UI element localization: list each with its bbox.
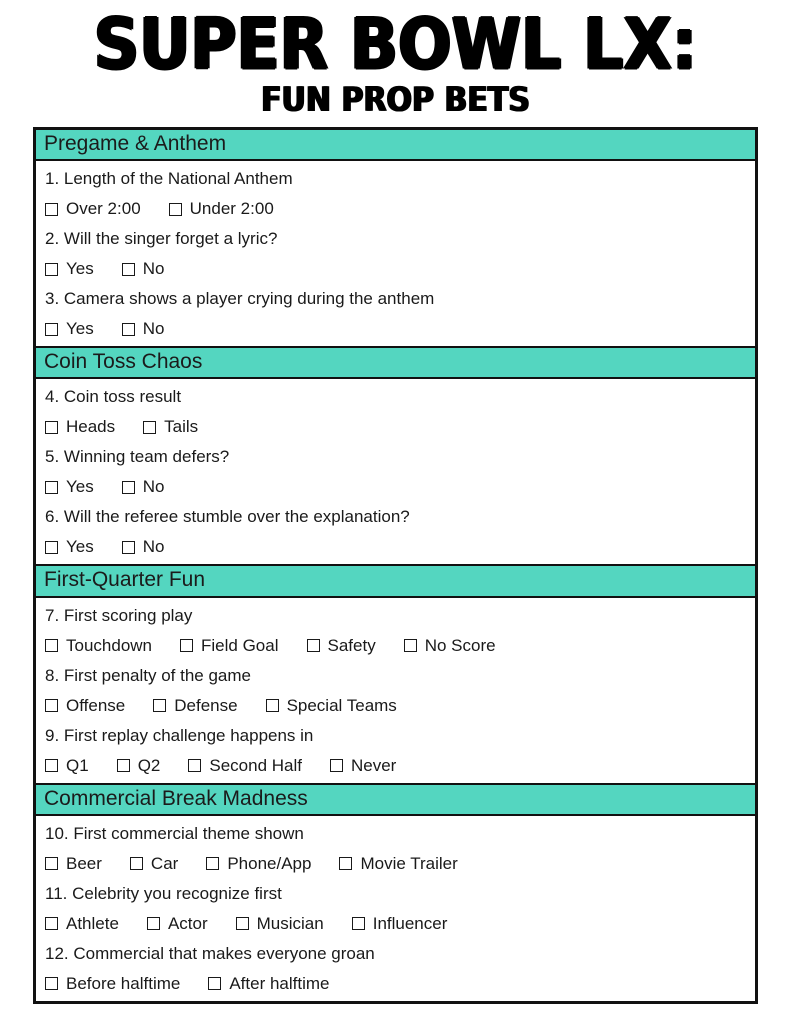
option-label: Influencer xyxy=(372,913,448,933)
option-label: Movie Trailer xyxy=(360,853,458,873)
empty-checkbox-icon[interactable] xyxy=(208,977,221,990)
question-prompt: 12. Commercial that makes everyone groan xyxy=(45,943,375,963)
page-title: SUPER BOWL LX: xyxy=(93,3,698,86)
question-prompt: 8. First penalty of the game xyxy=(45,665,251,685)
option[interactable] xyxy=(45,696,125,716)
option-label: After halftime xyxy=(229,973,330,993)
empty-checkbox-icon[interactable] xyxy=(330,759,343,772)
option-label: No xyxy=(142,537,165,557)
option[interactable] xyxy=(143,417,198,437)
section-body xyxy=(36,598,755,783)
empty-checkbox-icon[interactable] xyxy=(147,917,160,930)
option[interactable] xyxy=(188,756,302,776)
question-prompt: 7. First scoring play xyxy=(45,605,193,625)
option-label: Field Goal xyxy=(201,635,279,655)
options-row xyxy=(45,472,746,502)
option-label: Yes xyxy=(66,537,94,557)
empty-checkbox-icon[interactable] xyxy=(188,759,201,772)
option-label: Athlete xyxy=(66,913,119,933)
option-label: Q1 xyxy=(66,755,89,775)
option[interactable] xyxy=(45,854,102,874)
option[interactable] xyxy=(122,319,165,339)
option-label: Beer xyxy=(66,853,102,873)
option[interactable] xyxy=(45,537,94,557)
options-row xyxy=(45,254,746,284)
empty-checkbox-icon[interactable] xyxy=(45,203,58,216)
option[interactable] xyxy=(404,636,496,656)
empty-checkbox-icon[interactable] xyxy=(169,203,182,216)
empty-checkbox-icon[interactable] xyxy=(45,481,58,494)
empty-checkbox-icon[interactable] xyxy=(45,421,58,434)
section-body xyxy=(36,816,755,1001)
options-row xyxy=(45,314,746,344)
empty-checkbox-icon[interactable] xyxy=(45,323,58,336)
page-subtitle: FUN PROP BETS xyxy=(261,81,530,121)
option-label: Offense xyxy=(66,695,126,715)
option[interactable] xyxy=(307,636,376,656)
option-label: No Score xyxy=(424,635,496,655)
question-prompt: 4. Coin toss result xyxy=(45,387,182,407)
question-prompt: 3. Camera shows a player crying during the anthem xyxy=(45,289,435,309)
option-label: Phone/App xyxy=(227,853,312,873)
empty-checkbox-icon[interactable] xyxy=(122,323,135,336)
options-row xyxy=(45,412,746,442)
option[interactable] xyxy=(122,477,165,497)
option-label: Special Teams xyxy=(286,695,397,715)
option-label: Safety xyxy=(327,635,376,655)
option[interactable] xyxy=(45,914,119,934)
option[interactable] xyxy=(122,537,165,557)
empty-checkbox-icon[interactable] xyxy=(180,639,193,652)
option-label: Car xyxy=(150,853,179,873)
options-row xyxy=(45,532,746,562)
question-prompt: 11. Celebrity you recognize first xyxy=(45,883,282,903)
options-row xyxy=(45,691,746,721)
option[interactable] xyxy=(45,417,115,437)
empty-checkbox-icon[interactable] xyxy=(45,263,58,276)
option[interactable] xyxy=(147,914,208,934)
section-body xyxy=(36,379,755,564)
empty-checkbox-icon[interactable] xyxy=(45,917,58,930)
option[interactable] xyxy=(130,854,178,874)
empty-checkbox-icon[interactable] xyxy=(130,857,143,870)
option[interactable] xyxy=(45,974,180,994)
option-label: Yes xyxy=(66,319,94,339)
empty-checkbox-icon[interactable] xyxy=(266,699,279,712)
option-label: Second Half xyxy=(209,755,302,775)
option[interactable] xyxy=(45,259,94,279)
empty-checkbox-icon[interactable] xyxy=(45,977,58,990)
section-header: Pregame & Anthem xyxy=(36,130,755,161)
option[interactable] xyxy=(352,914,448,934)
empty-checkbox-icon[interactable] xyxy=(339,857,352,870)
empty-checkbox-icon[interactable] xyxy=(122,541,135,554)
empty-checkbox-icon[interactable] xyxy=(153,699,166,712)
empty-checkbox-icon[interactable] xyxy=(45,541,58,554)
option[interactable] xyxy=(45,636,152,656)
prop-bets-table xyxy=(33,127,758,1004)
question-prompt: 1. Length of the National Anthem xyxy=(45,169,293,189)
option-label: Touchdown xyxy=(66,635,153,655)
option-label: Never xyxy=(351,755,397,775)
option-label: No xyxy=(142,259,165,279)
empty-checkbox-icon[interactable] xyxy=(206,857,219,870)
question-prompt: 5. Winning team defers? xyxy=(45,447,230,467)
section-header: First-Quarter Fun xyxy=(36,564,755,597)
option-label: Before halftime xyxy=(66,973,181,993)
option[interactable] xyxy=(236,914,324,934)
option-label: Defense xyxy=(174,695,238,715)
options-row xyxy=(45,969,746,999)
option[interactable] xyxy=(180,636,278,656)
empty-checkbox-icon[interactable] xyxy=(143,421,156,434)
empty-checkbox-icon[interactable] xyxy=(352,917,365,930)
empty-checkbox-icon[interactable] xyxy=(404,639,417,652)
section-body xyxy=(36,161,755,346)
empty-checkbox-icon[interactable] xyxy=(45,857,58,870)
option-label: Under 2:00 xyxy=(189,199,274,219)
option-label: Musician xyxy=(256,913,324,933)
option[interactable] xyxy=(206,854,311,874)
empty-checkbox-icon[interactable] xyxy=(122,481,135,494)
empty-checkbox-icon[interactable] xyxy=(45,699,58,712)
empty-checkbox-icon[interactable] xyxy=(117,759,130,772)
question-prompt: 6. Will the referee stumble over the explanation? xyxy=(45,507,410,527)
option-label: Over 2:00 xyxy=(66,199,141,219)
option-label: Yes xyxy=(66,477,94,497)
empty-checkbox-icon[interactable] xyxy=(45,759,58,772)
option-label: Tails xyxy=(164,417,199,437)
options-row xyxy=(45,849,746,879)
options-row xyxy=(45,751,746,781)
option-label: Yes xyxy=(66,259,94,279)
options-row xyxy=(45,631,746,661)
section-header: Commercial Break Madness xyxy=(36,783,755,816)
option-label: Actor xyxy=(167,913,208,933)
option[interactable] xyxy=(45,477,94,497)
option[interactable] xyxy=(45,319,94,339)
option[interactable] xyxy=(330,756,396,776)
option[interactable] xyxy=(45,199,141,219)
option-label: No xyxy=(142,319,165,339)
option[interactable] xyxy=(208,974,329,994)
empty-checkbox-icon[interactable] xyxy=(122,263,135,276)
options-row xyxy=(45,909,746,939)
option[interactable] xyxy=(169,199,274,219)
option[interactable] xyxy=(117,756,161,776)
option-label: Heads xyxy=(66,417,116,437)
section-header: Coin Toss Chaos xyxy=(36,346,755,379)
page-header xyxy=(0,0,791,121)
empty-checkbox-icon[interactable] xyxy=(307,639,320,652)
option[interactable] xyxy=(45,756,89,776)
question-prompt: 2. Will the singer forget a lyric? xyxy=(45,229,278,249)
option[interactable] xyxy=(153,696,237,716)
empty-checkbox-icon[interactable] xyxy=(45,639,58,652)
option[interactable] xyxy=(339,854,457,874)
option[interactable] xyxy=(122,259,165,279)
question-prompt: 10. First commercial theme shown xyxy=(45,823,304,843)
option-label: Q2 xyxy=(137,755,161,775)
empty-checkbox-icon[interactable] xyxy=(236,917,249,930)
options-row xyxy=(45,194,746,224)
question-prompt: 9. First replay challenge happens in xyxy=(45,725,314,745)
option-label: No xyxy=(142,477,165,497)
option[interactable] xyxy=(266,696,397,716)
